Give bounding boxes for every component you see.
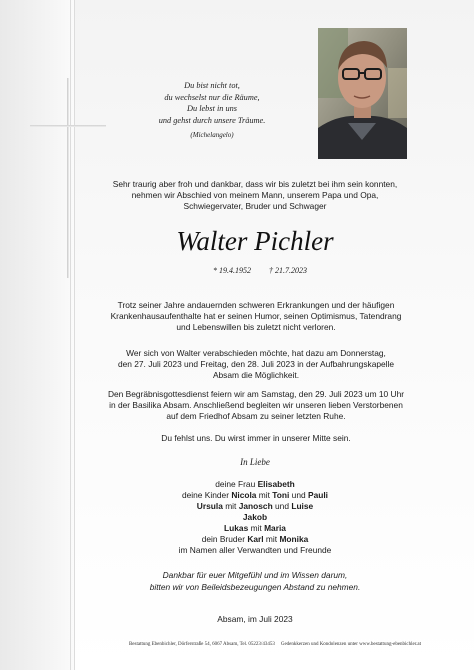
poem-line: und gehst durch unsere Träume. xyxy=(158,115,266,125)
family-text: und xyxy=(289,490,308,500)
paragraph-missing xyxy=(86,433,426,444)
paragraph-line: Den Begräbnisgottesdienst feiern wir am Samstag, den 29. Juli 2023 um 10 Uhr xyxy=(107,389,405,399)
paragraph-viewing xyxy=(86,348,426,381)
family-line xyxy=(120,512,390,523)
family-name: Pauli xyxy=(308,490,329,500)
family-name: Nicola xyxy=(231,490,257,500)
family-name: Elisabeth xyxy=(257,479,295,489)
family-name: Toni xyxy=(272,490,290,500)
family-name: Luise xyxy=(291,501,314,511)
footer xyxy=(90,642,460,647)
birth-date: * 19.4.1952 xyxy=(213,266,251,275)
intro-line: Sehr traurig aber froh und dankbar, dass wir bis zuletzt bei ihm sein konnten, xyxy=(112,179,398,189)
family-line xyxy=(120,479,390,490)
family-line: im Namen aller Verwandten und Freunde xyxy=(178,545,332,555)
poem-line: du wechselst nur die Räume, xyxy=(164,92,260,102)
poem xyxy=(124,80,300,142)
paragraph-illness xyxy=(86,300,426,333)
place-date: Absam, im Juli 2023 xyxy=(217,614,293,624)
family-text: mit xyxy=(222,501,239,511)
life-dates xyxy=(120,266,400,275)
intro-text xyxy=(90,179,420,212)
footer-website: Gedenkkerzen und Kondolenzen unter www.bestattung-ebenbichler.at xyxy=(280,642,422,647)
decor-line xyxy=(70,0,71,670)
paragraph-line: und Lebenswillen bis zuletzt nicht verloren. xyxy=(176,322,336,332)
decor-line xyxy=(74,0,75,670)
family-text: deine Frau xyxy=(215,479,258,489)
family-text: mit xyxy=(248,523,265,533)
death-date: † 21.7.2023 xyxy=(269,266,307,275)
poem-author: (Michelangelo) xyxy=(190,131,234,139)
family-name: Lukas xyxy=(224,523,249,533)
paragraph-line: in der Basilika Absam. Anschließend begleiten wir unseren lieben Verstorbenen xyxy=(109,400,403,410)
family-list xyxy=(120,479,390,556)
poem-line: Du lebst in uns xyxy=(186,104,237,113)
in-love-heading: In Liebe xyxy=(240,457,270,467)
thanks-note xyxy=(100,570,410,593)
family-name: Monika xyxy=(279,534,309,544)
thanks-line: Dankbar für euer Mitgefühl und im Wissen darum, xyxy=(162,570,348,580)
paragraph-line: den 27. Juli 2023 und Freitag, den 28. Juli 2023 in der Aufbahrungskapelle xyxy=(117,359,395,369)
family-name: Maria xyxy=(264,523,286,533)
family-line xyxy=(120,501,390,512)
family-text: mit xyxy=(263,534,280,544)
family-line xyxy=(120,490,390,501)
family-text: dein Bruder xyxy=(201,534,248,544)
family-name: Jakob xyxy=(242,512,268,522)
family-name: Karl xyxy=(247,534,264,544)
thanks-line: bitten wir von Beileidsbezeugungen Abstand zu nehmen. xyxy=(149,581,361,592)
footer-address: Bestattung Ebenbichler, Dörferstraße 54, 6067 Absam, Tel. 05223/43453 xyxy=(128,642,275,647)
cross-horizontal-bar xyxy=(30,125,106,127)
paragraph-line: Absam die Möglichkeit. xyxy=(212,370,300,380)
paragraph-line: Du fehlst uns. Du wirst immer in unserer Mitte sein. xyxy=(161,433,351,443)
family-name: Ursula xyxy=(196,501,223,511)
paragraph-funeral xyxy=(86,389,426,422)
portrait-photo xyxy=(318,28,407,159)
deceased-name: Walter Pichler xyxy=(176,226,334,256)
paragraph-line: auf dem Friedhof Absam zu seiner letzten Ruhe. xyxy=(166,411,346,421)
family-line xyxy=(120,534,390,545)
paragraph-line: Wer sich von Walter verabschieden möchte, hat dazu am Donnerstag, xyxy=(126,348,386,358)
poem-line: Du bist nicht tot, xyxy=(184,81,240,90)
intro-line: nehmen wir Abschied von meinem Mann, unserem Papa und Opa, xyxy=(131,190,379,200)
family-text: mit xyxy=(256,490,273,500)
paragraph-line: Krankenhausaufenthalte hat er seinen Humor, seinen Optimismus, Tatendrang xyxy=(110,311,402,321)
family-name: Janosch xyxy=(238,501,273,511)
portrait-illustration xyxy=(318,28,407,159)
cross-vertical-bar xyxy=(67,78,69,278)
paragraph-line: Trotz seiner Jahre andauernden schweren Erkrankungen und der häufigen xyxy=(117,300,395,310)
intro-line: Schwiegervater, Bruder und Schwager xyxy=(183,201,327,211)
family-line xyxy=(120,523,390,534)
family-text: deine Kinder xyxy=(181,490,232,500)
left-decor-band xyxy=(0,0,74,670)
family-text: und xyxy=(272,501,292,511)
